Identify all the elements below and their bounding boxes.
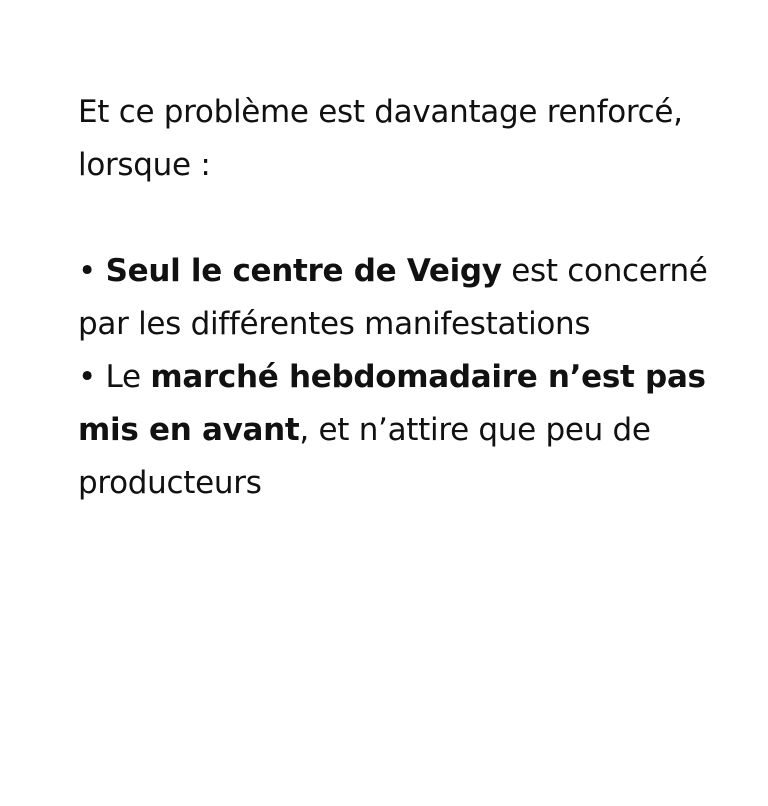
bullet-1-line-2: par les différentes manifestations (78, 306, 591, 342)
bullet-2-text: , et n’attire que peu de (299, 412, 651, 448)
bullet-marker: • (78, 359, 96, 395)
intro-line-2: lorsque : (78, 147, 211, 183)
bullet-2-line-1 (78, 351, 738, 404)
paragraph-spacer (78, 192, 738, 245)
bullet-item-1 (78, 245, 738, 351)
bullet-2-emphasis-2: mis en avant (78, 412, 300, 448)
bullet-2-line-3: producteurs (78, 465, 262, 501)
slide-text (78, 86, 738, 510)
bullet-2-prefix: Le (96, 359, 151, 395)
bullet-marker: • (78, 253, 96, 289)
bullet-1-line-1 (78, 245, 738, 298)
bullet-2-line-2 (78, 404, 738, 457)
bullet-1-emphasis: Seul le centre de Veigy (105, 253, 502, 289)
bullet-1-text: est concerné (501, 253, 708, 289)
bullet-2-emphasis-1: marché hebdomadaire n’est pas (150, 359, 706, 395)
bullet-item-2 (78, 351, 738, 510)
intro-line-1: Et ce problème est davantage renforcé, (78, 94, 683, 130)
